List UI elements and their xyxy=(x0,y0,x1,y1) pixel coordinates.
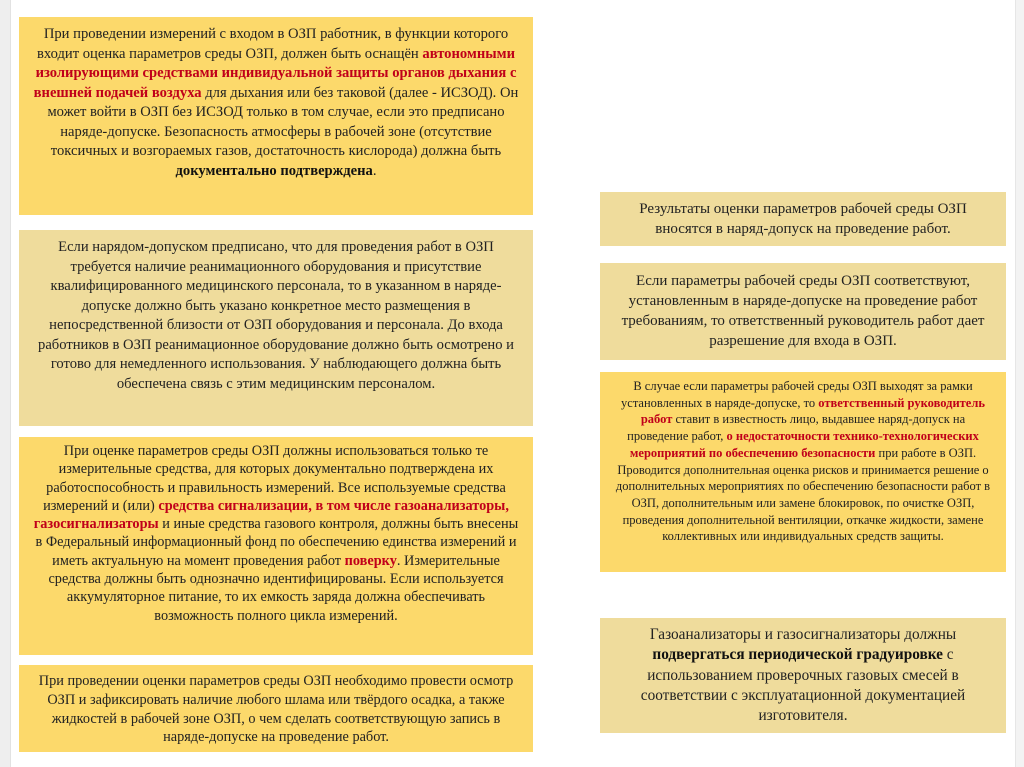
highlight-text: автономными изолирующими средствами индивидуальной защиты органов дыхания с внешней подачей воздуха xyxy=(33,45,517,101)
paragraph: Результаты оценки параметров рабочей среды ОЗП вносятся в наряд-допуск на проведение работ. xyxy=(639,201,967,237)
text-span: . Измерительные средства должны быть однозначно идентифицированы. Если используется аккумуляторное питание, то их емкость заряда должна обеспечивать возможность полного цикла измерений. xyxy=(48,552,504,624)
text-box-measuring-instruments xyxy=(19,437,533,655)
paragraph: Если параметры рабочей среды ОЗП соответствуют, установленным в наряде-допуске на проведение работ требованиям, то ответственный руководитель работ дает разрешение для входа в ОЗП. xyxy=(621,273,985,349)
text-span: с использованием проверочных газовых смесей в соответствии с эксплуатационной документацией изготовителя. xyxy=(640,646,966,725)
bold-text: документально подтверждена xyxy=(175,162,373,179)
highlight-text: о недостаточности технико-технологических мероприятий по обеспечению безопасности xyxy=(629,429,979,460)
paragraph xyxy=(33,25,519,181)
text-box-ozp-measurement-entry xyxy=(19,17,533,215)
paragraph xyxy=(612,625,994,726)
bold-text: подвергаться периодической градуировке xyxy=(652,646,943,664)
text-box-parameters-out-of-range xyxy=(600,372,1006,572)
text-span: Газоанализаторы и газосигнализаторы должны xyxy=(649,626,957,643)
highlight-text: ответственный руководитель работ xyxy=(640,395,985,427)
text-span: при работе в ОЗП. Проводится дополнительная оценка рисков и принимается решение о дополнительных мероприятиях по обеспечению безопасности работ в ОЗП, дополнительным или замене блокировок, по очистке ОЗП, проведения дополнительной вентиляции, откачке жидкости, замене коллективных или индивидуальных средств защиты. xyxy=(615,445,991,544)
paragraph: При проведении оценки параметров среды ОЗП необходимо провести осмотр ОЗП и зафиксировать наличие любого шлама или твёрдого осадка, а также жидкостей в рабочей зоне ОЗП, о чем сделать соответствующую запись в наряде-допуске на проведение работ. xyxy=(38,673,514,746)
text-box-gas-analyzer-calibration xyxy=(600,618,1006,733)
paragraph: Если нарядом-допуском предписано, что для проведения работ в ОЗП требуется наличие реанимационного оборудования и присутствие квалифицированного медицинского персонала, то в указанном в наряде-допуске должно быть указано конкретное место размещения в непосредственной близости от ОЗП оборудования и персонала. До входа работников в ОЗП реанимационное оборудование должно быть осмотрено и готово для немедленного использования. У наблюдающего должна быть обеспечена связь с этим медицинским персоналом. xyxy=(38,239,514,392)
text-box-results-recorded xyxy=(600,192,1006,246)
paragraph xyxy=(610,378,996,545)
text-box-entry-permission xyxy=(600,263,1006,360)
slide-edge-left xyxy=(0,0,11,767)
text-span: для дыхания или без таковой (далее - ИСЗОД). Он может войти в ОЗП без ИСЗОД только в том случае, если это предписано наряде-допуске. Безопасность атмосферы в рабочей зоне (отсутствие токсичных и возгораемых газов, достаточность кислорода) должна быть xyxy=(47,84,519,159)
text-span: . xyxy=(372,162,377,179)
text-span: При оценке параметров среды ОЗП должны использоваться только те измерительные средства, для которых документально подтверждена их работоспособность и правильность измерений. Все используемые средства измерений и (или) xyxy=(43,443,506,514)
paragraph xyxy=(33,442,519,625)
text-span: и иные средства газового контроля, должны быть внесены в Федеральный информационный фонд по обеспечению единства измерений и иметь актуальную на момент проведения работ xyxy=(35,516,519,569)
highlight-text: поверку xyxy=(344,552,397,569)
text-box-ozp-inspection xyxy=(19,665,533,752)
text-span: При проведении измерений с входом в ОЗП работник, в функции которого входит оценка параметров среды ОЗП, должен быть оснащён xyxy=(36,26,509,62)
text-span: ставит в известность лицо, выдавшее наряд-допуск на проведение работ, xyxy=(627,412,966,444)
text-span: В случае если параметры рабочей среды ОЗП выходят за рамки установленных в наряде-допуске, то xyxy=(621,379,973,410)
text-box-reanimation-equipment xyxy=(19,230,533,426)
highlight-text: средства сигнализации, в том числе газоанализаторы, газосигнализаторы xyxy=(33,497,509,533)
slide-edge-right xyxy=(1015,0,1024,767)
